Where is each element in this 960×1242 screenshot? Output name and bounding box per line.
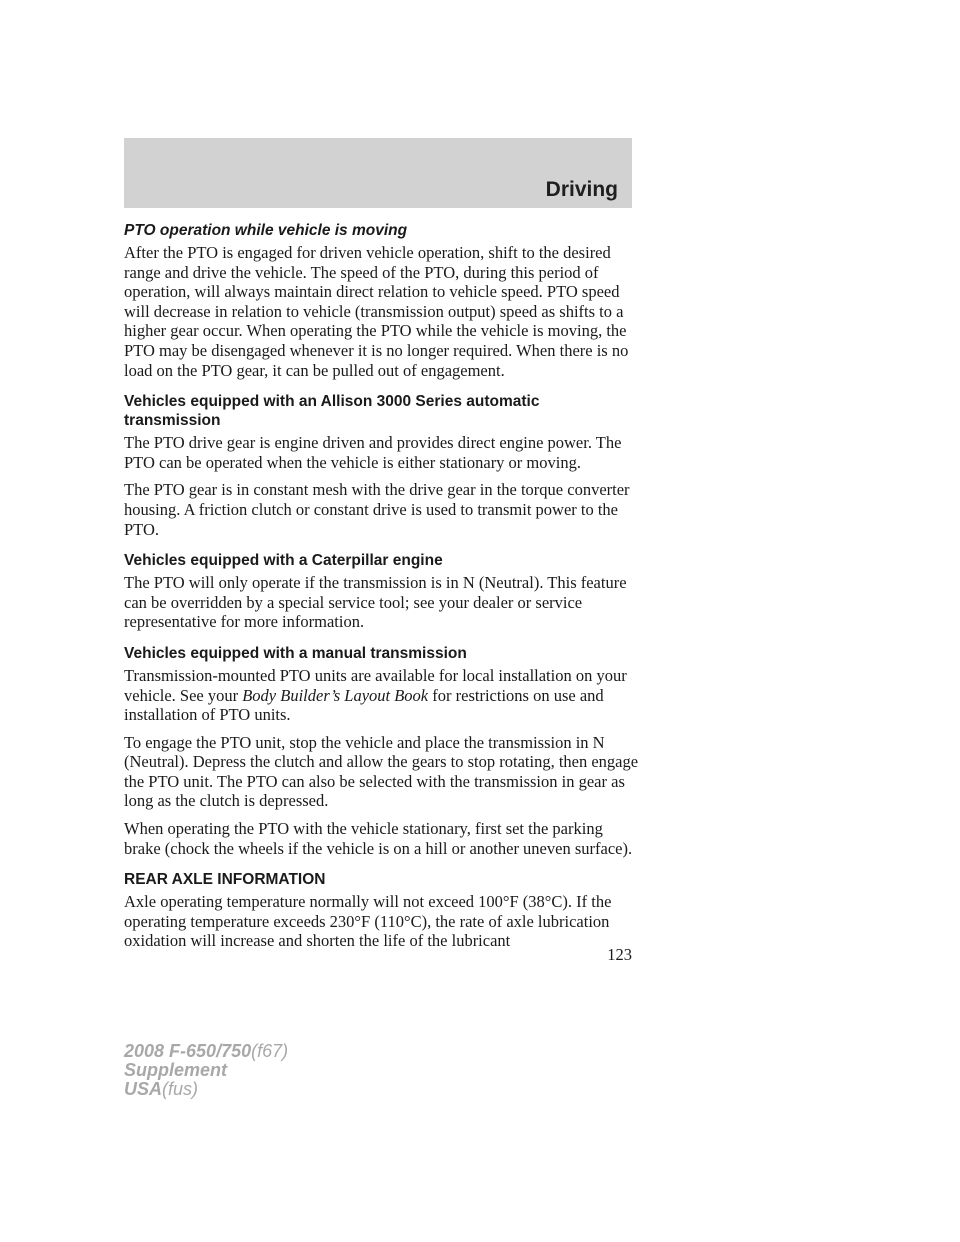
footer-supplement: Supplement [124, 1060, 228, 1080]
book-title: Body Builder’s Layout Book [242, 685, 429, 705]
paragraph-rear-axle: Axle operating temperature normally will not exceed 100°F (38°C). If the operating temperature exceeds 230°F (110°C), the rate of axle lubrication oxidation will increase and shorten the life of the lubricant [124, 892, 612, 951]
paragraph-manual-1-end: for restrictions on use and installation of PTO units. [124, 685, 604, 725]
heading-rear-axle: REAR AXLE INFORMATION [124, 871, 326, 889]
heading-manual-transmission: Vehicles equipped with a manual transmission [124, 644, 467, 662]
paragraph-manual-1 [124, 666, 640, 725]
footer-market-code: (fus) [162, 1079, 199, 1099]
paragraph-caterpillar: The PTO will only operate if the transmission is in N (Neutral). This feature can be overridden by a special service tool; see your dealer or service representative for more information. [124, 573, 627, 632]
section-title: Driving [545, 178, 618, 201]
paragraph-manual-1-start: Transmission-mounted PTO units are available for local installation on your vehicle. See your [124, 665, 627, 705]
footer-market: USA [124, 1079, 163, 1099]
paragraph-pto-moving: After the PTO is engaged for driven vehicle operation, shift to the desired range and drive the vehicle. The speed of the PTO, during this period of operation, will always maintain direct relation to vehicle speed. PTO speed will decrease in relation to vehicle (transmission output) speed as shifts to a higher gear occur. When operating the PTO while the vehicle is moving, the PTO may be disengaged whenever it is no longer required. When there is no load on the PTO gear, it can be pulled out of engagement. [124, 243, 629, 380]
footer-model-code: (f67) [251, 1041, 289, 1061]
page-content [124, 221, 640, 959]
page-number: 123 [607, 945, 632, 964]
footer-imprint [124, 1042, 288, 1099]
heading-caterpillar-engine: Vehicles equipped with a Caterpillar engine [124, 552, 443, 570]
heading-allison-transmission: Vehicles equipped with an Allison 3000 Series automatic transmission [124, 393, 540, 430]
footer-model: 2008 F-650/750 [124, 1041, 252, 1061]
paragraph-manual-3: When operating the PTO with the vehicle stationary, first set the parking brake (chock the wheels if the vehicle is on a hill or another uneven surface). [124, 819, 633, 858]
paragraph-allison-2: The PTO gear is in constant mesh with the drive gear in the torque converter housing. A friction clutch or constant drive is used to transmit power to the PTO. [124, 480, 630, 539]
footer-line-supplement [124, 1061, 288, 1080]
footer-line-model [124, 1042, 288, 1061]
heading-pto-moving: PTO operation while vehicle is moving [124, 222, 408, 239]
footer-line-market [124, 1080, 288, 1099]
paragraph-allison-1: The PTO drive gear is engine driven and provides direct engine power. The PTO can be operated when the vehicle is either stationary or moving. [124, 433, 622, 472]
section-header-band [124, 138, 632, 208]
paragraph-manual-2: To engage the PTO unit, stop the vehicle and place the transmission in N (Neutral). Depress the clutch and allow the gears to stop rotating, then engage the PTO unit. The PTO can also be selected with the transmission in gear as long as the clutch is depressed. [124, 732, 639, 811]
